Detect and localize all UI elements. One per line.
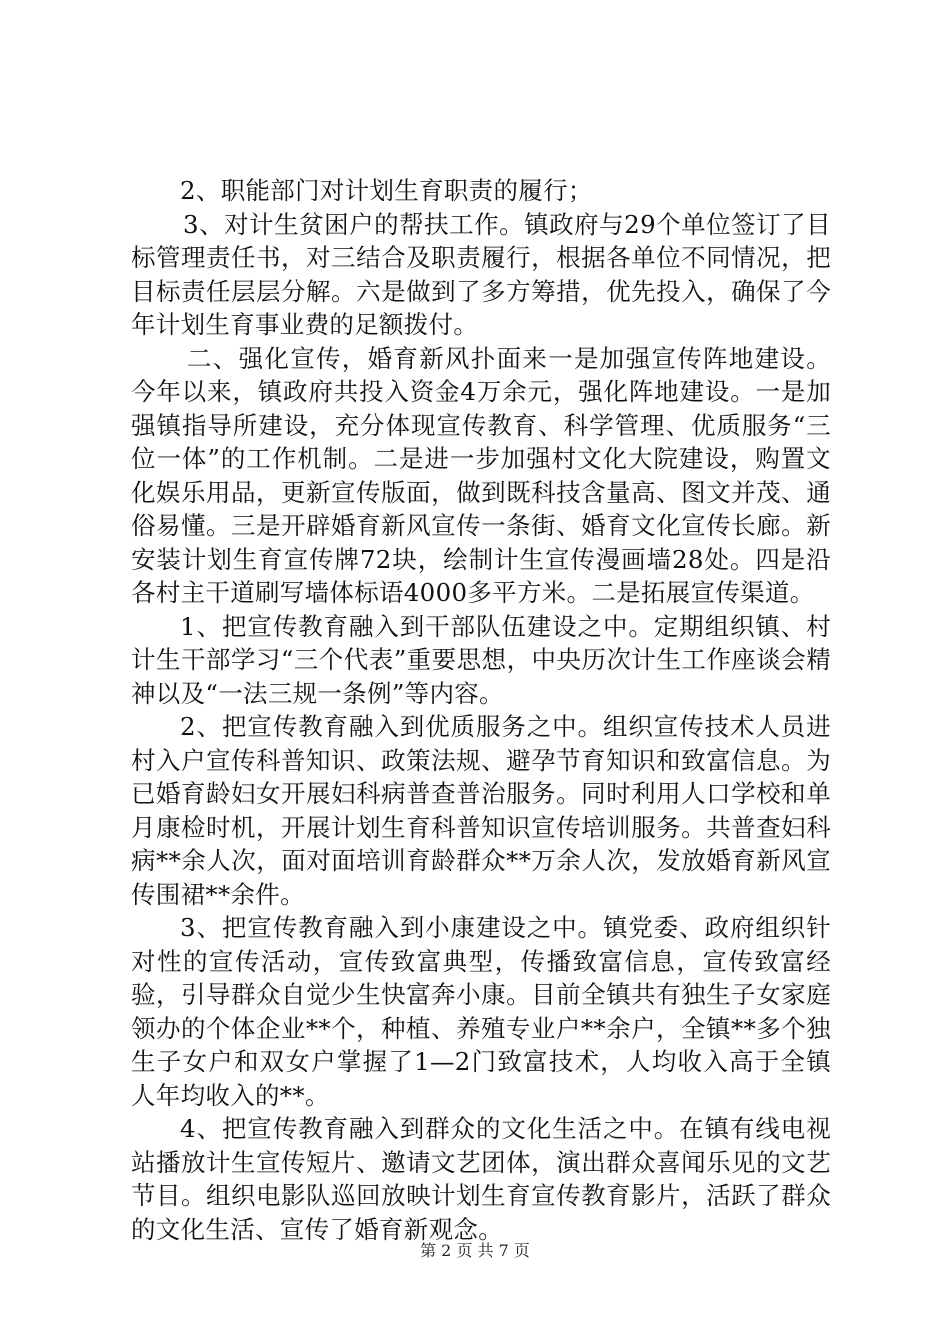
paragraph-publicity-item-3: 3、把宣传教育融入到小康建设之中。镇党委、政府组织针对性的宣传活动，宣传致富典型，传播致富信息，宣传致富经验，引导群众自觉少生快富奔小康。目前全镇共有独生子女家庭领办的个体企业**个，种植、养殖专业户**余户，全镇**多个独生子女户和双女户掌握了1—2门致富技术，人均收入高于全镇人年均收入的**。 xyxy=(131,913,831,1110)
paragraph-item-3: 3、对计生贫困户的帮扶工作。镇政府与29个单位签订了目标管理责任书，对三结合及职责履行，根据各单位不同情况，把目标责任层层分解。六是做到了多方筹措，优先投入，确保了今年计划生育事业费的足额拨付。 xyxy=(131,209,831,339)
paragraph-item-2: 2、职能部门对计划生育职责的履行； xyxy=(180,176,593,205)
paragraph-publicity-item-2: 2、把宣传教育融入到优质服务之中。组织宣传技术人员进村入户宣传科普知识、政策法规、避孕节育知识和致富信息。为已婚育龄妇女开展妇科病普查普治服务。同时利用人口学校和单月康检时机，开展计划生育科普知识宣传培训服务。共普查妇科病**余人次，面对面培训育龄群众**万余人次，发放婚育新风宣传围裙**余件。 xyxy=(131,712,831,909)
paragraph-section-2-publicity: 二、强化宣传，婚育新风扑面来一是加强宣传阵地建设。今年以来，镇政府共投入资金4万余元，强化阵地建设。一是加强镇指导所建设，充分体现宣传教育、科学管理、优质服务“三位一体”的工作机制。二是进一步加强村文化大院建设，购置文化娱乐用品，更新宣传版面，做到既科技含量高、图文并茂、通俗易懂。三是开辟婚育新风宣传一条街、婚育文化宣传长廊。新安装计划生育宣传牌72块，绘制计生宣传漫画墙28处。四是沿各村主干道刷写墙体标语4000多平方米。二是拓展宣传渠道。 xyxy=(131,343,832,607)
document-body xyxy=(131,174,831,1246)
page-number-footer: 第 2 页 共 7 页 xyxy=(420,1241,530,1260)
paragraph-publicity-item-1: 1、把宣传教育融入到干部队伍建设之中。定期组织镇、村计生干部学习“三个代表”重要思想，中央历次计生工作座谈会精神以及“一法三规一条例”等内容。 xyxy=(131,611,831,708)
paragraph-publicity-item-4: 4、把宣传教育融入到群众的文化生活之中。在镇有线电视站播放计生宣传短片、邀请文艺团体，演出群众喜闻乐见的文艺节目。组织电影队巡回放映计划生育宣传教育影片，活跃了群众的文化生活、宣传了婚育新观念。 xyxy=(131,1114,831,1244)
